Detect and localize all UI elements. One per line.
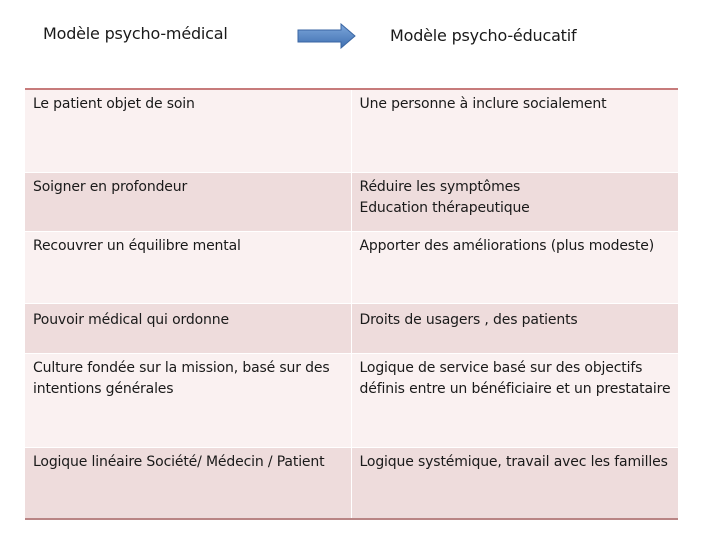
left-cell: Soigner en profondeur xyxy=(25,172,351,231)
table-row xyxy=(25,231,678,303)
right-cell: Droits de usagers , des patients xyxy=(351,303,678,353)
left-model-title: Modèle psycho-médical xyxy=(43,24,228,43)
left-cell: Le patient objet de soin xyxy=(25,89,351,172)
table-row xyxy=(25,303,678,353)
table-row xyxy=(25,353,678,447)
right-cell: Apporter des améliorations (plus modeste) xyxy=(351,231,678,303)
left-cell: Logique linéaire Société/ Médecin / Patient xyxy=(25,447,351,519)
right-arrow-icon xyxy=(297,23,357,49)
left-cell: Pouvoir médical qui ordonne xyxy=(25,303,351,353)
right-cell: Logique de service basé sur des objectifs définis entre un bénéficiaire et un prestataire xyxy=(351,353,678,447)
comparison-table xyxy=(25,88,678,520)
table-row xyxy=(25,89,678,172)
right-cell: Logique systémique, travail avec les familles xyxy=(351,447,678,519)
left-cell: Culture fondée sur la mission, basé sur des intentions générales xyxy=(25,353,351,447)
right-cell: Une personne à inclure socialement xyxy=(351,89,678,172)
left-cell: Recouvrer un équilibre mental xyxy=(25,231,351,303)
table-row xyxy=(25,447,678,519)
right-cell: Réduire les symptômes Education thérapeutique xyxy=(351,172,678,231)
right-model-title: Modèle psycho-éducatif xyxy=(390,26,577,45)
table-row xyxy=(25,172,678,231)
